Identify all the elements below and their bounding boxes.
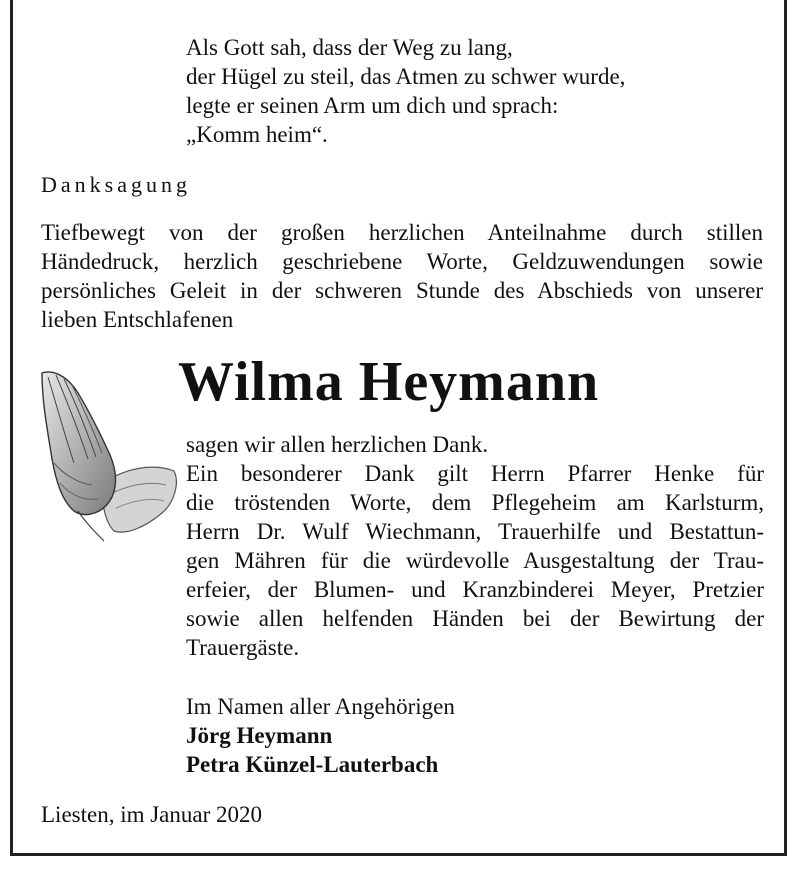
thanks-paragraph xyxy=(186,430,764,662)
signature-name: Petra Künzel-Lauterbach xyxy=(186,752,439,777)
thanks-line: die tröstenden Worte, dem Pflegeheim am Karlsturm, xyxy=(186,490,764,515)
poem-line: der Hügel zu steil, das Atmen zu schwer wurde, xyxy=(186,64,626,89)
deceased-name: Wilma Heymann xyxy=(178,351,600,413)
praying-hands-icon xyxy=(34,363,182,543)
thanks-line: gen Mähren für die würdevolle Ausgestaltung der Trau- xyxy=(186,548,764,573)
signature-preface: Im Namen aller Angehörigen xyxy=(186,694,455,719)
signature-block xyxy=(186,692,455,779)
place-date: Liesten, im Januar 2020 xyxy=(41,802,263,827)
poem-line: legte er seinen Arm um dich und sprach: xyxy=(186,93,559,118)
thanks-line: Herrn Dr. Wulf Wiechmann, Trauerhilfe und Bestattun- xyxy=(186,519,764,544)
thanks-line: erfeier, der Blumen- und Kranzbinderei Meyer, Pretzier xyxy=(186,577,764,602)
thanks-line: Trauergäste. xyxy=(186,635,300,660)
intro-line: Tiefbewegt von der großen herzlichen Anteilnahme durch stillen xyxy=(41,220,763,245)
intro-paragraph xyxy=(41,218,763,334)
intro-line: persönliches Geleit in der schweren Stunde des Abschieds von unserer xyxy=(41,278,763,303)
heading-danksagung: Danksagung xyxy=(41,172,191,197)
intro-line: lieben Entschlafenen xyxy=(41,307,234,332)
signature-name: Jörg Heymann xyxy=(186,723,333,748)
poem-line: Als Gott sah, dass der Weg zu lang, xyxy=(186,35,513,60)
thanks-line: sowie allen helfenden Händen bei der Bewirtung der xyxy=(186,606,764,631)
poem xyxy=(186,33,625,149)
thanks-line: sagen wir allen herzlichen Dank. xyxy=(186,432,489,457)
intro-line: Händedruck, herzlich geschriebene Worte, Geldzuwendungen sowie xyxy=(41,249,763,274)
poem-line: „Komm heim“. xyxy=(186,122,328,147)
thanks-line: Ein besonderer Dank gilt Herrn Pfarrer Henke für xyxy=(186,461,764,486)
